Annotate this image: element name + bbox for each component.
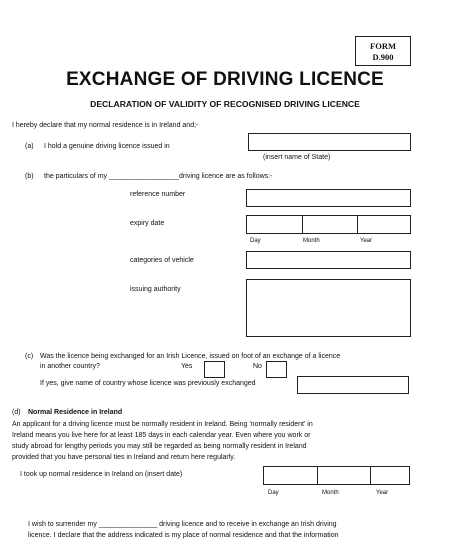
form-code: D.900 bbox=[372, 52, 394, 62]
issuing-authority-input[interactable] bbox=[246, 279, 411, 337]
residence-paragraph-line: An applicant for a driving licence must be normally resident in Ireland. Being 'normally resident' in bbox=[12, 421, 313, 428]
residence-year-label: Year bbox=[376, 490, 389, 496]
yes-label: Yes bbox=[181, 363, 193, 370]
expiry-date-divider bbox=[302, 216, 303, 233]
section-d-label: (d) bbox=[12, 409, 21, 416]
no-label: No bbox=[253, 363, 262, 370]
expiry-date-input[interactable] bbox=[246, 215, 411, 234]
section-a-text: I hold a genuine driving licence issued in bbox=[44, 143, 170, 150]
categories-label: categories of vehicle bbox=[130, 257, 194, 264]
residence-month-label: Month bbox=[322, 490, 339, 496]
categories-input[interactable] bbox=[246, 251, 411, 269]
issuing-authority-label: issuing authority bbox=[130, 286, 181, 293]
residence-paragraph-line: provided that you have personal ties in Ireland and return here regularly. bbox=[12, 454, 236, 461]
section-b-label: (b) bbox=[25, 173, 34, 180]
residence-paragraph-line: study abroad for lengthy periods you may still be regarded as being normally resident in Ireland bbox=[12, 443, 307, 450]
section-b-text: the particulars of my __________________driving licence are as follows:- bbox=[44, 173, 273, 180]
declaration-intro: I hereby declare that my normal residence is in Ireland and;- bbox=[12, 122, 199, 129]
residence-day-label: Day bbox=[268, 490, 279, 496]
residence-date-input[interactable] bbox=[263, 466, 410, 485]
expiry-date-label: expiry date bbox=[130, 220, 165, 227]
form-label: FORM bbox=[370, 41, 396, 51]
section-a-label: (a) bbox=[25, 143, 34, 150]
reference-number-label: reference number bbox=[130, 191, 186, 198]
expiry-year-label: Year bbox=[360, 238, 373, 244]
expiry-day-label: Day bbox=[250, 238, 261, 244]
issuing-state-input[interactable] bbox=[248, 133, 411, 151]
section-d-heading: Normal Residence in Ireland bbox=[28, 409, 123, 416]
section-c-question: Was the licence being exchanged for an Irish Licence, issued on foot of an exchange of a licence bbox=[40, 353, 341, 360]
previous-country-input[interactable] bbox=[297, 376, 409, 394]
residence-date-divider bbox=[317, 467, 318, 484]
issuing-state-hint: (insert name of State) bbox=[263, 154, 331, 161]
residence-date-label: I took up normal residence in Ireland on (insert date) bbox=[20, 471, 183, 478]
residence-date-divider bbox=[370, 467, 371, 484]
residence-paragraph-line: Ireland means you live here for at least 185 days in each calendar year. Even where you work or bbox=[12, 432, 311, 439]
yes-checkbox[interactable] bbox=[204, 361, 225, 378]
page-title: EXCHANGE OF DRIVING LICENCE bbox=[66, 69, 384, 90]
section-c-label: (c) bbox=[25, 353, 34, 360]
expiry-month-label: Month bbox=[303, 238, 320, 244]
form-number-badge bbox=[355, 36, 411, 66]
surrender-text-line: licence. I declare that the address indicated is my place of normal residence and that the information bbox=[28, 532, 339, 539]
surrender-text-line: I wish to surrender my _______________ driving licence and to receive in exchange an Irish driving bbox=[28, 521, 337, 528]
section-c-question-cont: in another country? bbox=[40, 363, 100, 370]
page-subtitle: DECLARATION OF VALIDITY OF RECOGNISED DRIVING LICENCE bbox=[90, 99, 360, 109]
previous-country-label: If yes, give name of country whose licence was previously exchanged bbox=[40, 380, 256, 387]
expiry-date-divider bbox=[357, 216, 358, 233]
reference-number-input[interactable] bbox=[246, 189, 411, 207]
no-checkbox[interactable] bbox=[266, 361, 287, 378]
